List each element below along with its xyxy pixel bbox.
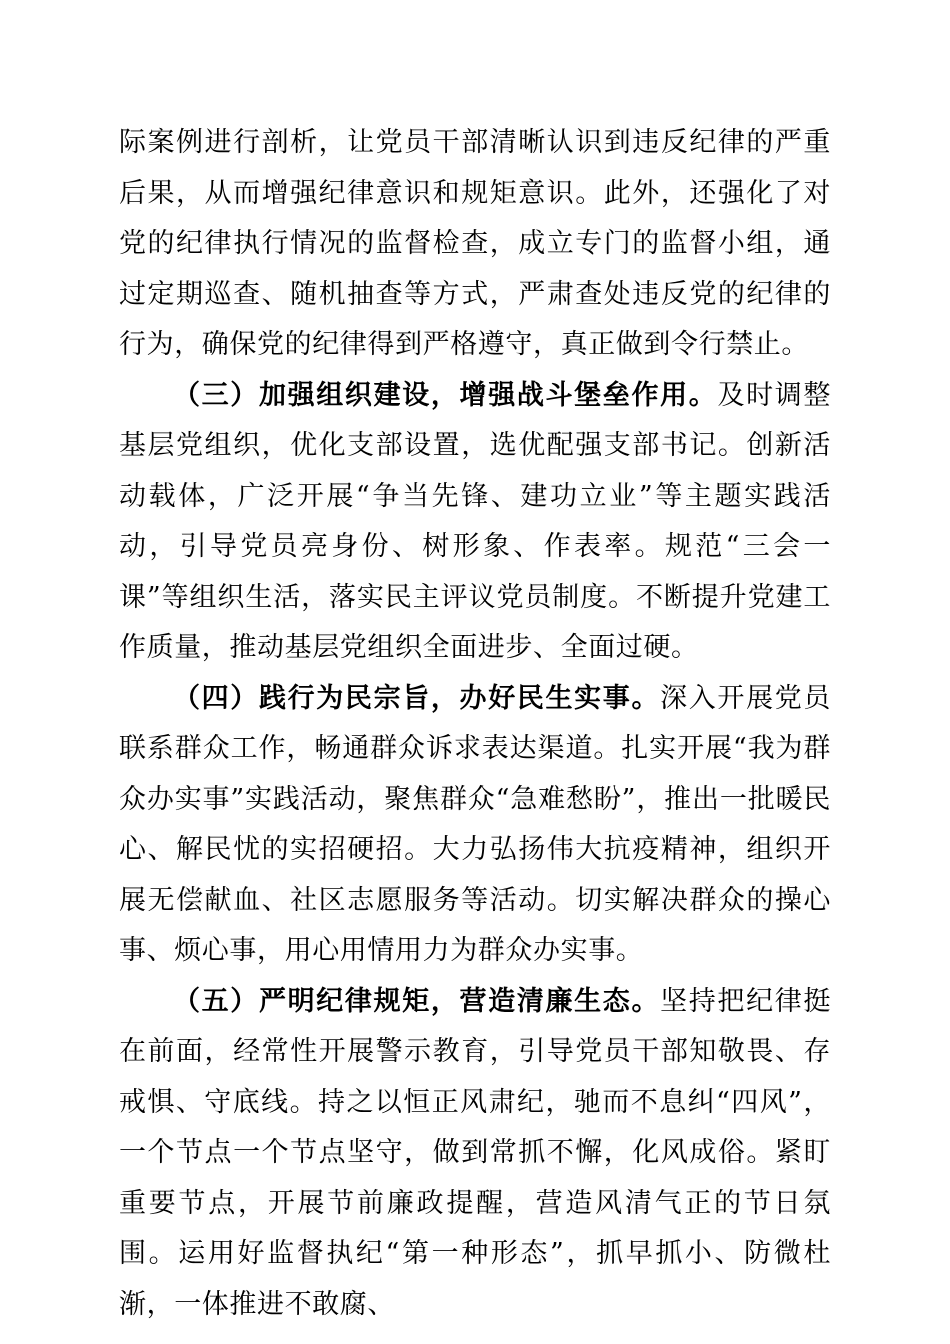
section-heading: （五）严明纪律规矩，营造清廉生态。 xyxy=(173,985,661,1017)
paragraph-section-3 xyxy=(119,371,831,674)
paragraph-body: 深入开展党员联系群众工作，畅通群众诉求表达渠道。扎实开展“我为群众办实事”实践活动，聚焦群众“急难愁盼”，推出一批暖民心、解民忧的实招硬招。大力弘扬伟大抗疫精神，组织开展无偿献血、社区志愿服务等活动。切实解决群众的操心事、烦心事，用心用情用力为群众办实事。 xyxy=(119,682,831,966)
paragraph-body: 及时调整基层党组织，优化支部设置，选优配强支部书记。创新活动载体，广泛开展“争当先锋、建功立业”等主题实践活动，引导党员亮身份、树形象、作表率。规范“三会一课”等组织生活，落实民主评议党员制度。不断提升党建工作质量，推动基层党组织全面进步、全面过硬。 xyxy=(119,379,831,663)
paragraph-section-4 xyxy=(119,674,831,977)
section-heading: （四）践行为民宗旨，办好民生实事。 xyxy=(173,682,661,714)
paragraph-section-5 xyxy=(119,977,831,1331)
paragraph-continuation xyxy=(119,118,831,371)
paragraph-body: 际案例进行剖析，让党员干部清晰认识到违反纪律的严重后果，从而增强纪律意识和规矩意识。此外，还强化了对党的纪律执行情况的监督检查，成立专门的监督小组，通过定期巡查、随机抽查等方式，严肃查处违反党的纪律的行为，确保党的纪律得到严格遵守，真正做到令行禁止。 xyxy=(119,127,831,360)
section-heading: （三）加强组织建设，增强战斗堡垒作用。 xyxy=(173,379,718,411)
document-page xyxy=(119,118,831,1330)
paragraph-body: 坚持把纪律挺在前面，经常性开展警示教育，引导党员干部知敬畏、存戒惧、守底线。持之以恒正风肃纪，驰而不息纠“四风”，一个节点一个节点坚守，做到常抓不懈，化风成俗。紧盯重要节点，开展节前廉政提醒，营造风清气正的节日氛围。运用好监督执纪“第一种形态”，抓早抓小、防微杜渐，一体推进不敢腐、 xyxy=(119,985,831,1320)
